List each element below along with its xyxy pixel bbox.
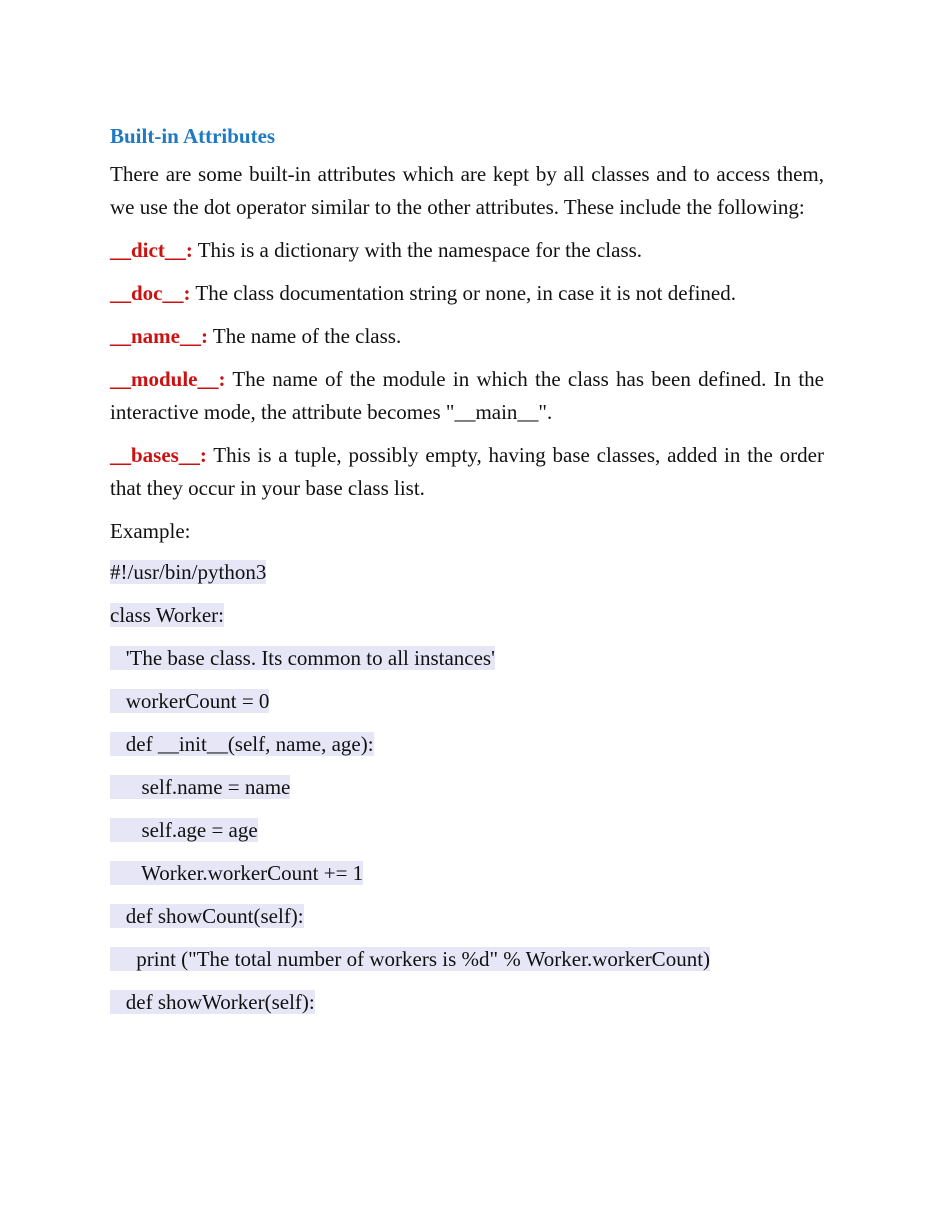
attribute-description: The name of the module in which the class has been defined. In the interactive mode, the attribute becomes "__main__".: [110, 367, 824, 424]
attribute-name: __module__:: [110, 367, 226, 391]
attribute-bases: [110, 439, 824, 505]
code-text: self.age = age: [110, 818, 258, 842]
code-line: [110, 687, 824, 715]
code-line: [110, 988, 824, 1016]
code-text: #!/usr/bin/python3: [110, 560, 267, 584]
attribute-description: This is a dictionary with the namespace for the class.: [192, 238, 643, 262]
section-heading: Built-in Attributes: [110, 124, 276, 148]
attribute-name: __bases__:: [110, 443, 207, 467]
code-line: [110, 945, 824, 973]
attribute-name: __doc__:: [110, 281, 191, 305]
code-line: [110, 601, 824, 629]
code-line: [110, 902, 824, 930]
example-label: Example:: [110, 519, 191, 543]
document-page: [110, 120, 824, 1031]
code-line: [110, 558, 824, 586]
attribute-name: __dict__:: [110, 238, 193, 262]
code-text: Worker.workerCount += 1: [110, 861, 364, 885]
code-line: [110, 644, 824, 672]
code-text: def __init__(self, name, age):: [110, 732, 374, 756]
code-line: [110, 773, 824, 801]
code-line: [110, 730, 824, 758]
intro-paragraph: There are some built-in attributes which are kept by all classes and to access them, we use the dot operator similar to the other attributes. These include the following:: [110, 162, 824, 219]
code-line: [110, 859, 824, 887]
attribute-description: This is a tuple, possibly empty, having base classes, added in the order that they occur in your base class list.: [110, 443, 824, 500]
attribute-module: [110, 363, 824, 429]
attribute-description: The class documentation string or none, in case it is not defined.: [190, 281, 736, 305]
code-block: [110, 558, 824, 1016]
code-text: 'The base class. Its common to all instances': [110, 646, 495, 670]
attribute-dict: [110, 234, 824, 267]
attribute-name-entry: [110, 320, 824, 353]
code-text: self.name = name: [110, 775, 291, 799]
code-text: def showWorker(self):: [110, 990, 315, 1014]
code-text: workerCount = 0: [110, 689, 270, 713]
code-text: print ("The total number of workers is %d" % Worker.workerCount): [110, 947, 711, 971]
code-text: class Worker:: [110, 603, 224, 627]
attribute-description: The name of the class.: [208, 324, 402, 348]
attribute-doc: [110, 277, 824, 310]
code-text: def showCount(self):: [110, 904, 304, 928]
code-line: [110, 816, 824, 844]
attribute-name: __name__:: [110, 324, 208, 348]
